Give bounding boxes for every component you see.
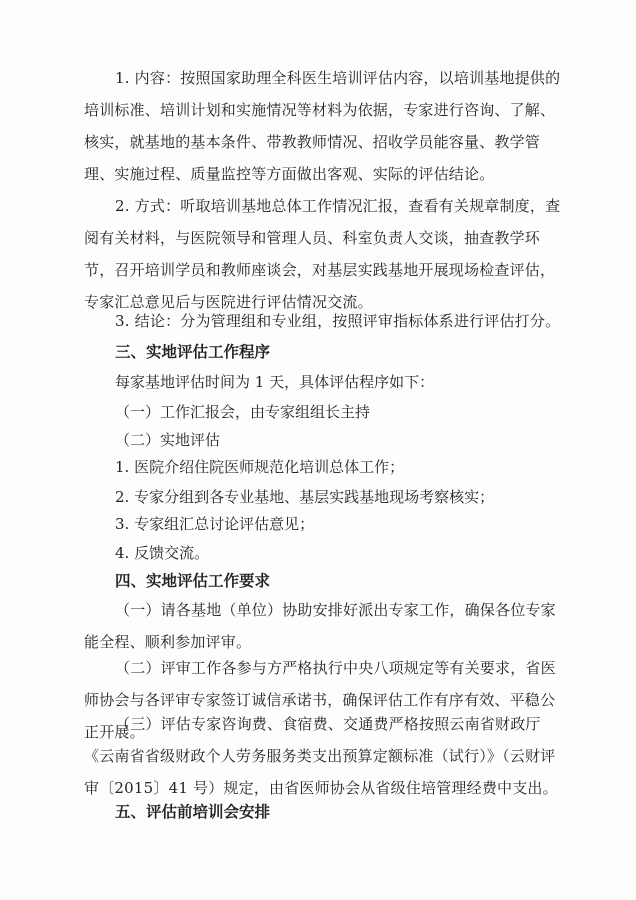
procedure-step-4: 4. 反馈交流。 <box>115 544 210 562</box>
procedure-item-1: （一）工作汇报会，由专家组组长主持 <box>115 403 371 421</box>
procedure-step-1: 1. 医院介绍住院医师规范化培训总体工作； <box>115 458 405 476</box>
section-heading-5: 五、评估前培训会安排 <box>115 803 271 821</box>
section-heading-4: 四、实地评估工作要求 <box>115 572 271 590</box>
requirement-2: （二）评审工作各参与方严格执行中央八项规定等有关要求，省医师协会与各评审专家签订诚信承诺书，确保评估工作有序有效、平稳公正开展。 <box>84 659 556 741</box>
section-heading-3: 三、实地评估工作程序 <box>115 343 271 361</box>
procedure-intro: 每家基地评估时间为 1 天，具体评估程序如下： <box>115 373 435 391</box>
procedure-item-2: （二）实地评估 <box>115 431 221 449</box>
requirement-1: （一）请各基地（单位）协助安排好派出专家工作，确保各位专家能全程、顺利参加评审。 <box>84 601 556 651</box>
paragraph-conclusion: 3. 结论：分为管理组和专业组，按照评审指标体系进行评估打分。 <box>115 312 561 330</box>
procedure-step-2: 2. 专家分组到各专业基地、基层实践基地现场考察核实； <box>115 488 495 506</box>
paragraph-method: 2. 方式：听取培训基地总体工作情况汇报，查看有关规章制度，查阅有关材料，与医院领导和管理人员、科室负责人交谈，抽查教学环节，召开培训学员和教师座谈会，对基层实践基地开展现场检查评估，专家汇总意见后与医院进行评估情况交流。 <box>84 197 561 311</box>
requirement-3: （三）评估专家咨询费、食宿费、交通费严格按照云南省财政厅《云南省省级财政个人劳务服务类支出预算定额标准（试行）》（云财评审〔2015〕41 号）规定，由省医师协会从省级住培管理经费中支出。 <box>84 715 558 797</box>
procedure-step-3: 3. 专家组汇总讨论评估意见； <box>115 515 315 533</box>
paragraph-content: 1. 内容：按照国家助理全科医生培训评估内容，以培训基地提供的培训标准、培训计划和实施情况等材料为依据，专家进行咨询、了解、核实，就基地的基本条件、带教教师情况、招收学员能容量、教学管理、实施过程、质量监控等方面做出客观、实际的评估结论。 <box>84 69 561 183</box>
